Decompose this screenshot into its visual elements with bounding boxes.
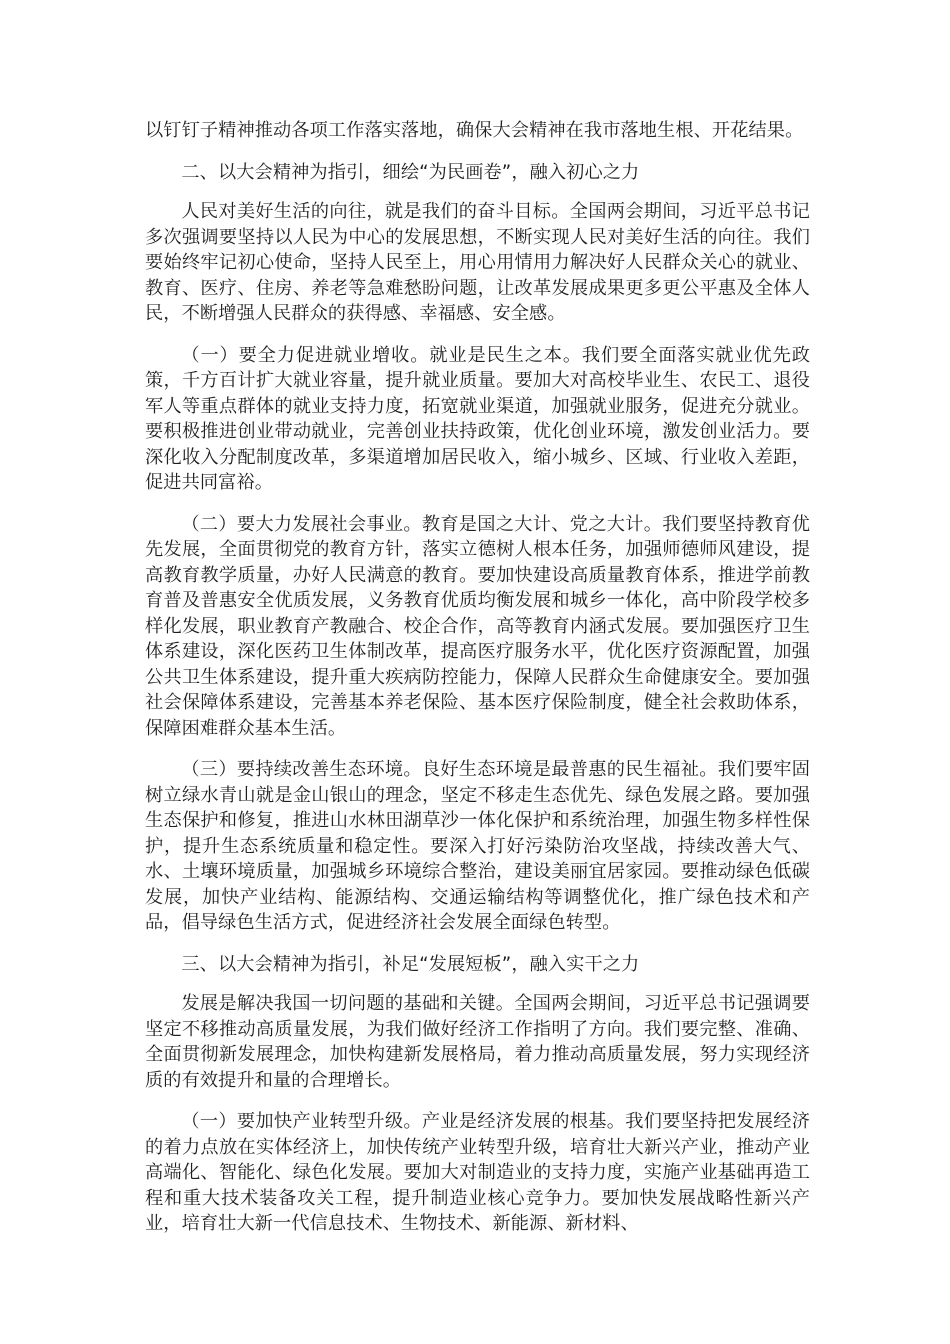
paragraph-industry: （一）要加快产业转型升级。产业是经济发展的根基。我们要坚持把发展经济的着力点放在实体经济上，加快传统产业转型升级，培育壮大新兴产业，推动产业高端化、智能化、绿色化发展。要加大对制造业的支持力度，实施产业基础再造工程和重大技术装备攻关工程，提升制造业核心竞争力。要加快发展战略性新兴产业，培育壮大新一代信息技术、生物技术、新能源、新材料、	[145, 1111, 810, 1234]
paragraph-employment: （一）要全力促进就业增收。就业是民生之本。我们要全面落实就业优先政策，千方百计扩大就业容量，提升就业质量。要加大对高校毕业生、农民工、退役军人等重点群体的就业支持力度，拓宽就业渠道，加强就业服务，促进充分就业。要积极推进创业带动就业，完善创业扶持政策，优化创业环境，激发创业活力。要深化收入分配制度改革，多渠道增加居民收入，缩小城乡、区域、行业收入差距，促进共同富裕。	[145, 344, 810, 493]
paragraph-ecology: （三）要持续改善生态环境。良好生态环境是最普惠的民生福祉。我们要牢固树立绿水青山就是金山银山的理念，坚定不移走生态优先、绿色发展之路。要加强生态保护和修复，推进山水林田湖草沙一体化保护和系统治理，加强生物多样性保护，提升生态系统质量和稳定性。要深入打好污染防治攻坚战，持续改善大气、水、土壤环境质量，加强城乡环境综合整治，建设美丽宜居家园。要推动绿色低碳发展，加快产业结构、能源结构、交通运输结构等调整优化，推广绿色技术和产品，倡导绿色生活方式，促进经济社会发展全面绿色转型。	[145, 759, 810, 933]
paragraph-social-affairs: （二）要大力发展社会事业。教育是国之大计、党之大计。我们要坚持教育优先发展，全面贯彻党的教育方针，落实立德树人根本任务，加强师德师风建设，提高教育教学质量，办好人民满意的教育。要加快建设高质量教育体系，推进学前教育普及普惠安全优质发展，义务教育优质均衡发展和城乡一体化，高中阶段学校多样化发展，职业教育产教融合、校企合作，高等教育内涵式发展。要加强医疗卫生体系建设，深化医药卫生体制改革，提高医疗服务水平，优化医疗资源配置，加强公共卫生体系建设，提升重大疾病防控能力，保障人民群众生命健康安全。要加强社会保障体系建设，完善基本养老保险、基本医疗保险制度，健全社会救助体系，保障困难群众基本生活。	[145, 513, 810, 739]
document-body	[145, 118, 810, 1253]
section-heading-2: 二、以大会精神为指引，细绘“为民画卷”，融入初心之力	[181, 161, 640, 183]
paragraph: 人民对美好生活的向往，就是我们的奋斗目标。全国两会期间，习近平总书记多次强调要坚持以人民为中心的发展思想，不断实现人民对美好生活的向往。我们要始终牢记初心使命，坚持人民至上，用心用情用力解决好人民群众关心的就业、教育、医疗、住房、养老等急难愁盼问题，让改革发展成果更多更公平惠及全体人民，不断增强人民群众的获得感、幸福感、安全感。	[145, 201, 810, 324]
paragraph: 发展是解决我国一切问题的基础和关键。全国两会期间，习近平总书记强调要坚定不移推动高质量发展，为我们做好经济工作指明了方向。我们要完整、准确、全面贯彻新发展理念，加快构建新发展格局，着力推动高质量发展，努力实现经济质的有效提升和量的合理增长。	[145, 993, 810, 1091]
section-heading-3: 三、以大会精神为指引，补足“发展短板”，融入实干之力	[181, 953, 640, 975]
paragraph-continuation: 以钉钉子精神推动各项工作落实落地，确保大会精神在我市落地生根、开花结果。	[145, 120, 804, 141]
